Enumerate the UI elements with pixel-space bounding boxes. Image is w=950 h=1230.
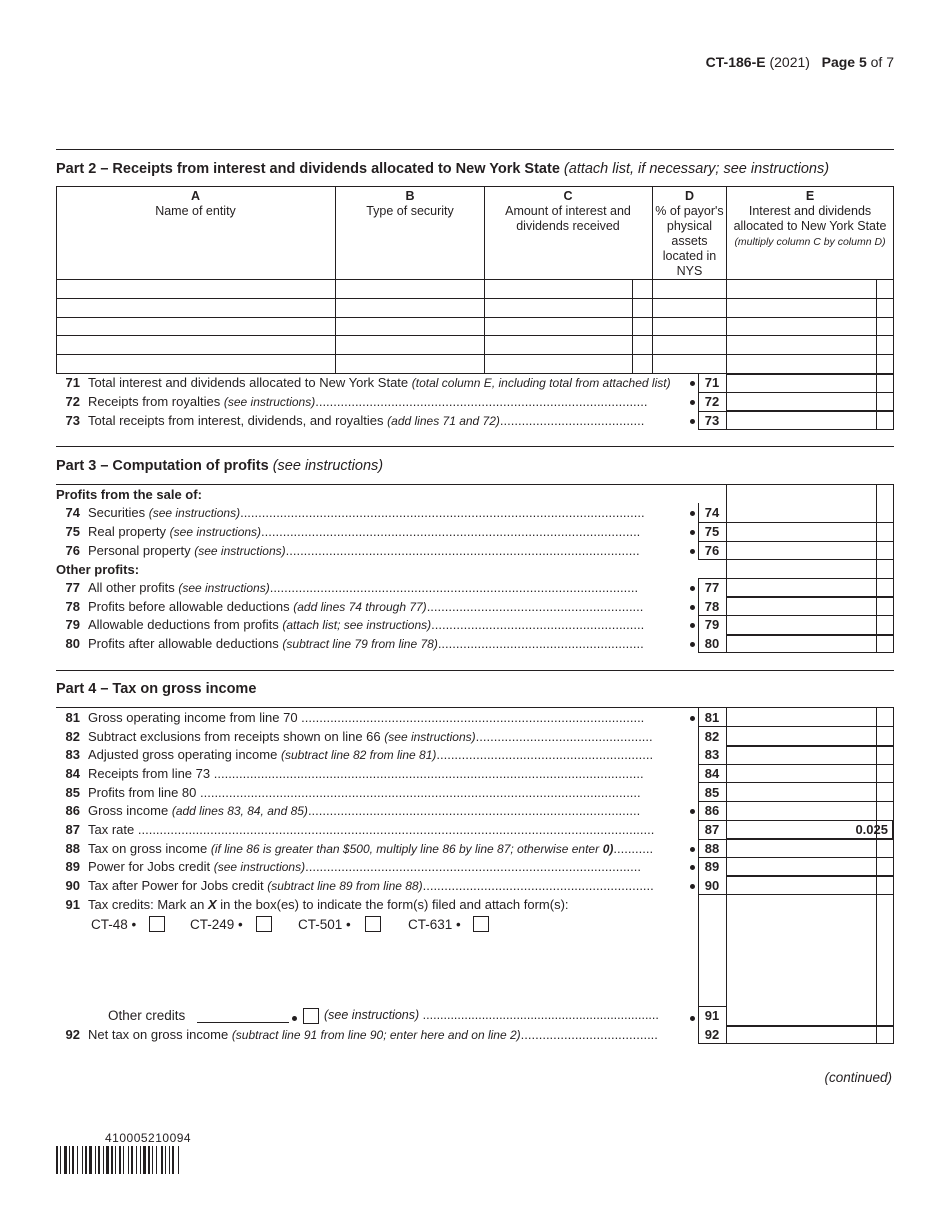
line-80	[56, 634, 644, 653]
line-91-amount-field[interactable]	[727, 1007, 876, 1024]
col-d-header	[653, 189, 726, 279]
page-of: of 7	[870, 54, 894, 70]
line-76-amount-field[interactable]	[727, 542, 876, 559]
line-number: 85	[65, 785, 80, 800]
leader-dots: ......................................................................................................	[269, 580, 639, 595]
line-note: (subtract line 89 from line 88)	[267, 879, 423, 893]
bullet-icon	[690, 1016, 695, 1021]
line-text: Gross income	[88, 803, 169, 818]
line-82	[56, 727, 653, 746]
bullet-icon	[690, 381, 695, 386]
line-73	[56, 411, 644, 430]
line-85-amount-field[interactable]	[727, 784, 876, 801]
form-year: (2021)	[769, 54, 810, 70]
line-text: All other profits	[88, 580, 175, 595]
box-line	[698, 652, 894, 653]
credit-ct631-label: CT-631 •	[408, 917, 461, 932]
mark-x: X	[207, 897, 217, 912]
line-83-amount-field[interactable]	[727, 746, 876, 763]
line-82-amount-field[interactable]	[727, 728, 876, 745]
line-90-amount-field[interactable]	[727, 877, 876, 894]
line-92-amount-field[interactable]	[727, 1026, 876, 1043]
line-number: 75	[65, 524, 80, 539]
credit-ct501-checkbox[interactable]	[365, 916, 381, 932]
line-box-number: 78	[704, 599, 720, 614]
profits-sale-heading: Profits from the sale of:	[56, 487, 202, 502]
box-line	[698, 894, 894, 895]
line-box-number: 79	[704, 617, 720, 632]
part3-table-top	[56, 484, 894, 485]
bullet-icon	[690, 400, 695, 405]
leader-dots: ..................................................................................................	[285, 543, 640, 558]
line-77	[56, 578, 638, 597]
box-line	[698, 726, 894, 727]
bullet-icon	[690, 530, 695, 535]
line-text: Profits before allowable deductions	[88, 599, 290, 614]
line-box-number: 91	[704, 1008, 720, 1023]
line-box-number: 80	[704, 636, 720, 651]
line-88-amount-field[interactable]	[727, 840, 876, 857]
part3-title-note: (see instructions)	[272, 458, 384, 474]
box-line	[698, 782, 894, 783]
line-text: Profits after allowable deductions	[88, 636, 279, 651]
other-credits-note: (see instructions) ....................................................................	[324, 1008, 659, 1022]
other-credits-checkbox[interactable]	[303, 1008, 319, 1024]
part2-title	[56, 161, 829, 177]
credit-ct249-label: CT-249 •	[190, 917, 243, 932]
page-label: Page 5	[821, 54, 867, 70]
box-right	[893, 484, 894, 653]
line-box-number: 71	[704, 375, 720, 390]
line-text: Total interest and dividends allocated to New York State	[88, 375, 409, 390]
line-86-amount-field[interactable]	[727, 802, 876, 819]
barcode-icon	[56, 1146, 240, 1174]
line-text-2: in the box(es) to indicate the form(s) filed and attach form(s):	[220, 897, 569, 912]
leader-dots: .............................................................................................	[305, 859, 642, 874]
line-note: (subtract line 79 from line 78)	[282, 637, 438, 651]
line-box-number: 92	[704, 1027, 720, 1042]
line-number: 74	[65, 505, 80, 520]
bullet-icon	[690, 549, 695, 554]
box-line	[698, 1006, 726, 1007]
col-e-header	[727, 189, 893, 250]
credit-ct48-checkbox[interactable]	[149, 916, 165, 932]
line-88	[56, 839, 653, 858]
line-number: 73	[65, 413, 80, 428]
leader-dots: ................................................................................................................	[240, 505, 645, 520]
line-71	[56, 373, 671, 392]
line-number: 88	[65, 841, 80, 856]
line-78	[56, 597, 643, 616]
bullet-icon	[690, 586, 695, 591]
part3-title	[56, 458, 383, 474]
line-number: 91	[65, 897, 80, 912]
other-credits-input-line	[197, 1022, 289, 1023]
bullet-icon	[690, 419, 695, 424]
box-line	[698, 559, 894, 560]
line-number: 86	[65, 803, 80, 818]
line-number: 83	[65, 747, 80, 762]
line-92	[56, 1025, 658, 1044]
line-number: 79	[65, 617, 80, 632]
part4-top-rule	[56, 670, 894, 671]
line-box-number: 89	[704, 859, 720, 874]
line-box-number: 83	[704, 747, 720, 762]
col-b-letter: B	[405, 189, 415, 203]
part4-title	[56, 681, 256, 697]
line-81	[56, 708, 644, 727]
bullet-icon	[690, 511, 695, 516]
credit-ct501-label: CT-501 •	[298, 917, 351, 932]
credit-ct48-label: CT-48 •	[91, 917, 137, 932]
line-note: (see instructions)	[178, 581, 270, 595]
line-box-number: 86	[704, 803, 720, 818]
line-text: Subtract exclusions from receipts shown on line 66	[88, 729, 381, 744]
line-number: 92	[65, 1027, 80, 1042]
col-c-header	[494, 189, 642, 234]
line-note: (see instructions)	[148, 506, 241, 520]
line-note: (add lines 74 through 77)	[293, 600, 427, 614]
line-note: (see instructions)	[194, 544, 286, 558]
line-78-amount-field[interactable]	[727, 598, 876, 615]
continued-note: (continued)	[824, 1070, 892, 1085]
leader-dots: ...............................................................................................	[301, 710, 645, 725]
col-d-letter: D	[684, 189, 695, 203]
bullet-icon	[690, 642, 695, 647]
col-b-header	[360, 189, 460, 219]
line-note: (see instructions)	[384, 730, 476, 744]
leader-dots: .................................................	[475, 729, 653, 744]
line-number: 77	[65, 580, 80, 595]
line-number: 71	[65, 375, 80, 390]
other-profits-heading: Other profits:	[56, 562, 140, 577]
col-a-letter: A	[190, 189, 201, 203]
tax-rate-value: 0.025	[855, 822, 888, 837]
col-e-label: Interest and dividends allocated to New York State	[733, 204, 887, 233]
line-text: Power for Jobs credit	[88, 859, 211, 874]
line-79	[56, 615, 644, 634]
line-text: Net tax on gross income	[88, 1027, 229, 1042]
line-note: (see instructions)	[213, 860, 306, 874]
line-number: 89	[65, 859, 80, 874]
bullet-icon	[690, 847, 695, 852]
line-91	[56, 895, 569, 914]
col-e-sub: (multiply column C by column D)	[734, 236, 886, 248]
line-84-amount-field[interactable]	[727, 765, 876, 782]
line-79-amount-field[interactable]	[727, 616, 876, 633]
col-c-label: Amount of interest and dividends received	[505, 204, 631, 233]
col-b-label: Type of security	[366, 204, 454, 218]
line-number: 76	[65, 543, 80, 558]
leader-dots: .........................................................................................................	[261, 524, 641, 539]
line-text: Personal property	[88, 543, 191, 558]
line-90	[56, 876, 654, 895]
credit-ct249-checkbox[interactable]	[256, 916, 272, 932]
line-text: Tax on gross income	[88, 841, 208, 856]
line-box-number: 75	[704, 524, 720, 539]
line-box-number: 74	[704, 505, 720, 520]
table-row[interactable]	[57, 336, 893, 354]
line-number: 87	[65, 822, 80, 837]
line-87	[56, 820, 654, 839]
leader-dots: ......................................	[520, 1027, 658, 1042]
leader-dots: .......................................................................................................................	[213, 766, 644, 781]
line-box-number: 76	[704, 543, 720, 558]
col-e-letter: E	[805, 189, 815, 203]
line-number: 84	[65, 766, 80, 781]
line-85	[56, 783, 641, 802]
line-text: Allowable deductions from profits	[88, 617, 279, 632]
table-row[interactable]	[57, 318, 893, 335]
line-74	[56, 503, 645, 522]
line-72-amount-field[interactable]	[727, 393, 876, 410]
line-note: (total column E, including total from attached list)	[411, 376, 671, 390]
line-note: (attach list; see instructions)	[282, 618, 432, 632]
line-note: (see instructions)	[169, 525, 262, 539]
form-id: CT-186-E	[705, 54, 766, 70]
col-a-label: Name of entity	[155, 204, 236, 218]
leader-dots: ...........................................................	[431, 617, 645, 632]
other-credits-label: Other credits	[108, 1008, 186, 1023]
line-86	[56, 801, 640, 820]
leader-dots: ...........	[613, 841, 654, 856]
line-89	[56, 857, 641, 876]
line-number: 90	[65, 878, 80, 893]
line-text: Receipts from line 73	[88, 766, 211, 781]
line-box-number: 77	[704, 580, 720, 595]
line-77-amount-field[interactable]	[727, 579, 876, 596]
part2-top-rule	[56, 149, 894, 150]
line-note-bold: 0)	[602, 842, 614, 856]
bullet-icon	[690, 716, 695, 721]
table-right	[893, 186, 894, 430]
bullet-icon	[690, 884, 695, 889]
line-84	[56, 764, 644, 783]
table-row[interactable]	[57, 280, 893, 298]
line-box-number: 87	[704, 822, 720, 837]
line-number: 80	[65, 636, 80, 651]
line-box-number: 88	[704, 841, 720, 856]
line-text: Receipts from royalties	[88, 394, 221, 409]
bullet-icon	[292, 1016, 297, 1021]
line-note: (see instructions)	[223, 395, 316, 409]
table-top	[56, 186, 894, 187]
col-a-header	[56, 189, 335, 219]
part3-top-rule	[56, 446, 894, 447]
line-76	[56, 541, 640, 560]
line-71-amount-field[interactable]	[727, 375, 876, 392]
line-number: 82	[65, 729, 80, 744]
leader-dots: ............................................................................................	[307, 803, 641, 818]
line-note: (add lines 83, 84, and 85)	[171, 804, 308, 818]
page-header	[706, 54, 894, 70]
line-74-amount-field[interactable]	[727, 504, 876, 521]
box-line	[698, 1043, 894, 1044]
line-73-amount-field[interactable]	[727, 412, 876, 429]
line-number: 81	[65, 710, 80, 725]
line-box-number: 82	[704, 729, 720, 744]
line-75-amount-field[interactable]	[727, 523, 876, 540]
line-80-amount-field[interactable]	[727, 635, 876, 652]
leader-dots: ...............................................................................................................................................	[137, 822, 655, 837]
line-box-number: 72	[704, 394, 720, 409]
line-note: (if line 86 is greater than $500, multiply line 86 by line 87; otherwise enter	[210, 842, 600, 856]
table-row[interactable]	[57, 355, 893, 373]
part4-title-text: Part 4 – Tax on gross income	[56, 681, 257, 697]
line-note: (subtract line 82 from line 81)	[280, 748, 437, 762]
line-note: (subtract line 91 from line 90; enter here and on line 2)	[231, 1028, 521, 1042]
line-text: Tax credits: Mark an	[88, 897, 205, 912]
col-d-label: % of payor's physical assets located in NYS	[655, 204, 724, 278]
col-c-letter: C	[563, 189, 573, 203]
box-line	[698, 429, 894, 430]
bullet-icon	[690, 865, 695, 870]
line-text: Gross operating income from line 70	[88, 710, 298, 725]
line-75	[56, 522, 640, 541]
line-box-number: 73	[704, 413, 720, 428]
bullet-icon	[690, 809, 695, 814]
line-text: Adjusted gross operating income	[88, 747, 278, 762]
leader-dots: ............................................................	[436, 747, 654, 762]
leader-dots: ........................................	[499, 413, 645, 428]
line-box-number: 84	[704, 766, 720, 781]
barcode-number: 410005210094	[105, 1131, 192, 1145]
leader-dots: ............................................................................................	[315, 394, 648, 409]
line-number: 72	[65, 394, 80, 409]
line-text: Tax rate	[88, 822, 135, 837]
part3-title-text: Part 3 – Computation of profits	[56, 458, 269, 474]
line-box-number: 81	[704, 710, 720, 725]
line-box-number: 85	[704, 785, 720, 800]
line-text: Securities	[88, 505, 146, 520]
line-text: Profits from line 80	[88, 785, 197, 800]
leader-dots: .........................................................	[437, 636, 644, 651]
part2-title-text: Part 2 – Receipts from interest and dividends allocated to New York State	[56, 161, 560, 177]
line-81-amount-field[interactable]	[727, 709, 876, 726]
line-83	[56, 745, 653, 764]
line-89-amount-field[interactable]	[727, 858, 876, 875]
line-72	[56, 392, 648, 411]
box-left	[698, 373, 699, 430]
leader-dots: ............................................................	[426, 599, 644, 614]
line-text: Total receipts from interest, dividends, and royalties	[88, 413, 384, 428]
leader-dots: ................................................................	[422, 878, 654, 893]
table-row[interactable]	[57, 299, 893, 317]
line-box-number: 90	[704, 878, 720, 893]
line-text: Tax after Power for Jobs credit	[88, 878, 264, 893]
bullet-icon	[690, 623, 695, 628]
credit-ct631-checkbox[interactable]	[473, 916, 489, 932]
leader-dots: ..........................................................................................................................	[200, 785, 641, 800]
other-credits-input[interactable]	[197, 1006, 289, 1022]
bullet-icon	[690, 605, 695, 610]
part2-title-note: (attach list, if necessary; see instructions)	[563, 161, 830, 177]
line-number: 78	[65, 599, 80, 614]
cents-divider	[876, 484, 877, 653]
line-text: Real property	[88, 524, 167, 539]
line-note: (add lines 71 and 72)	[387, 414, 500, 428]
